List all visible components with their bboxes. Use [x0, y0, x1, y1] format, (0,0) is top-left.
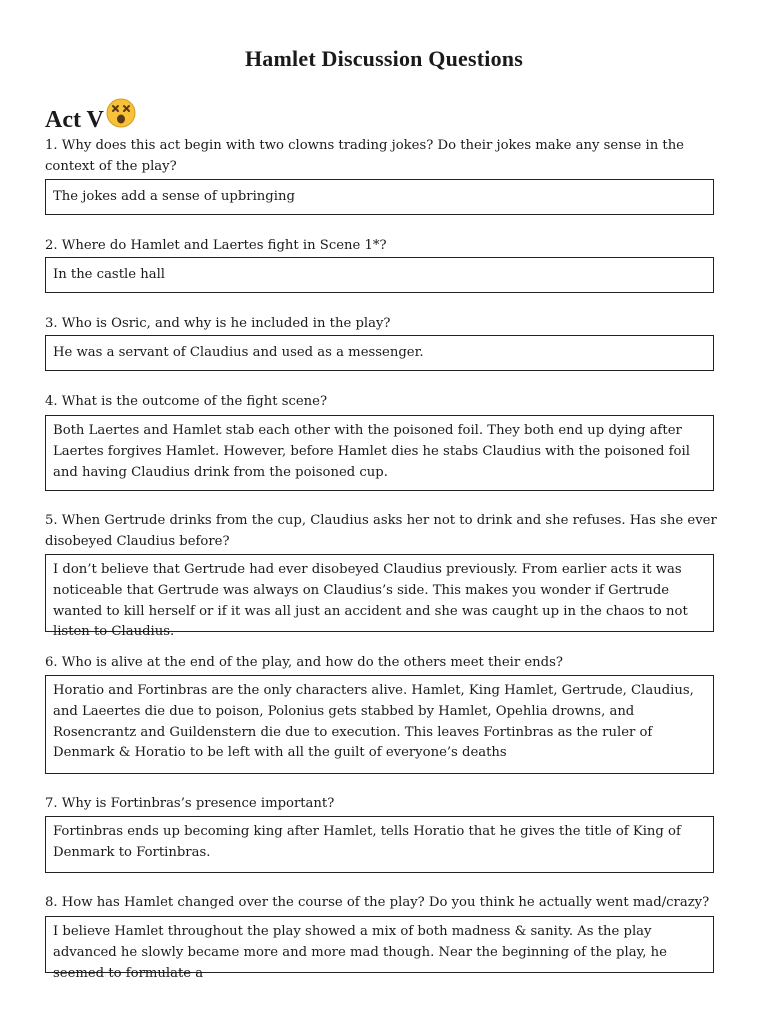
question-1: 1. Why does this act begin with two clowns trading jokes? Do their jokes make any sense in the context of the play? [45, 138, 684, 174]
answer-box-6[interactable]: Horatio and Fortinbras are the only characters alive. Hamlet, King Hamlet, Gertrude, Claudius, and Laeertes die due to poison, Polonius gets stabbed by Hamlet, Opehlia drowns, and Rosencrantz and Guildenstern die due to execution. This leaves Fortinbras as the ruler of Denmark & Horatio to be left with all the guilt of everyone’s deaths [45, 675, 714, 774]
question-2: 2. Where do Hamlet and Laertes fight in Scene 1*? [45, 238, 387, 253]
answer-box-2[interactable]: In the castle hall [45, 257, 714, 293]
question-8: 8. How has Hamlet changed over the course of the play? Do you think he actually went mad/crazy? [45, 895, 710, 910]
page-title: Hamlet Discussion Questions [245, 46, 523, 71]
dizzy-face-emoji-icon [106, 98, 136, 128]
answer-box-4[interactable]: Both Laertes and Hamlet stab each other with the poisoned foil. They both end up dying after Laertes forgives Hamlet. However, before Hamlet dies he stabs Claudius with the poisoned foil and having Claudius drink from the poisoned cup. [45, 415, 714, 491]
answer-box-8[interactable]: I believe Hamlet throughout the play showed a mix of both madness & sanity. As the play advanced he slowly became more and more mad though. Near the beginning of the play, he seemed to formulate a [45, 916, 714, 973]
act-heading [45, 98, 136, 134]
question-5: 5. When Gertrude drinks from the cup, Claudius asks her not to drink and she refuses. Has she ever disobeyed Claudius before? [45, 513, 717, 549]
question-3: 3. Who is Osric, and why is he included in the play? [45, 316, 391, 331]
answer-box-3[interactable]: He was a servant of Claudius and used as a messenger. [45, 335, 714, 371]
question-7: 7. Why is Fortinbras’s presence important? [45, 796, 335, 811]
act-label: Act V [45, 107, 104, 133]
answer-box-7[interactable]: Fortinbras ends up becoming king after Hamlet, tells Horatio that he gives the title of King of Denmark to Fortinbras. [45, 816, 714, 873]
answer-box-5[interactable]: I don’t believe that Gertrude had ever disobeyed Claudius previously. From earlier acts it was noticeable that Gertrude was always on Claudius’s side. This makes you wonder if Gertrude wanted to kill herself or if it was all just an accident and she was caught up in the chaos to not listen to Claudius. [45, 554, 714, 632]
answer-box-1[interactable]: The jokes add a sense of upbringing [45, 179, 714, 215]
question-6: 6. Who is alive at the end of the play, and how do the others meet their ends? [45, 655, 563, 670]
question-4: 4. What is the outcome of the fight scene? [45, 394, 328, 409]
